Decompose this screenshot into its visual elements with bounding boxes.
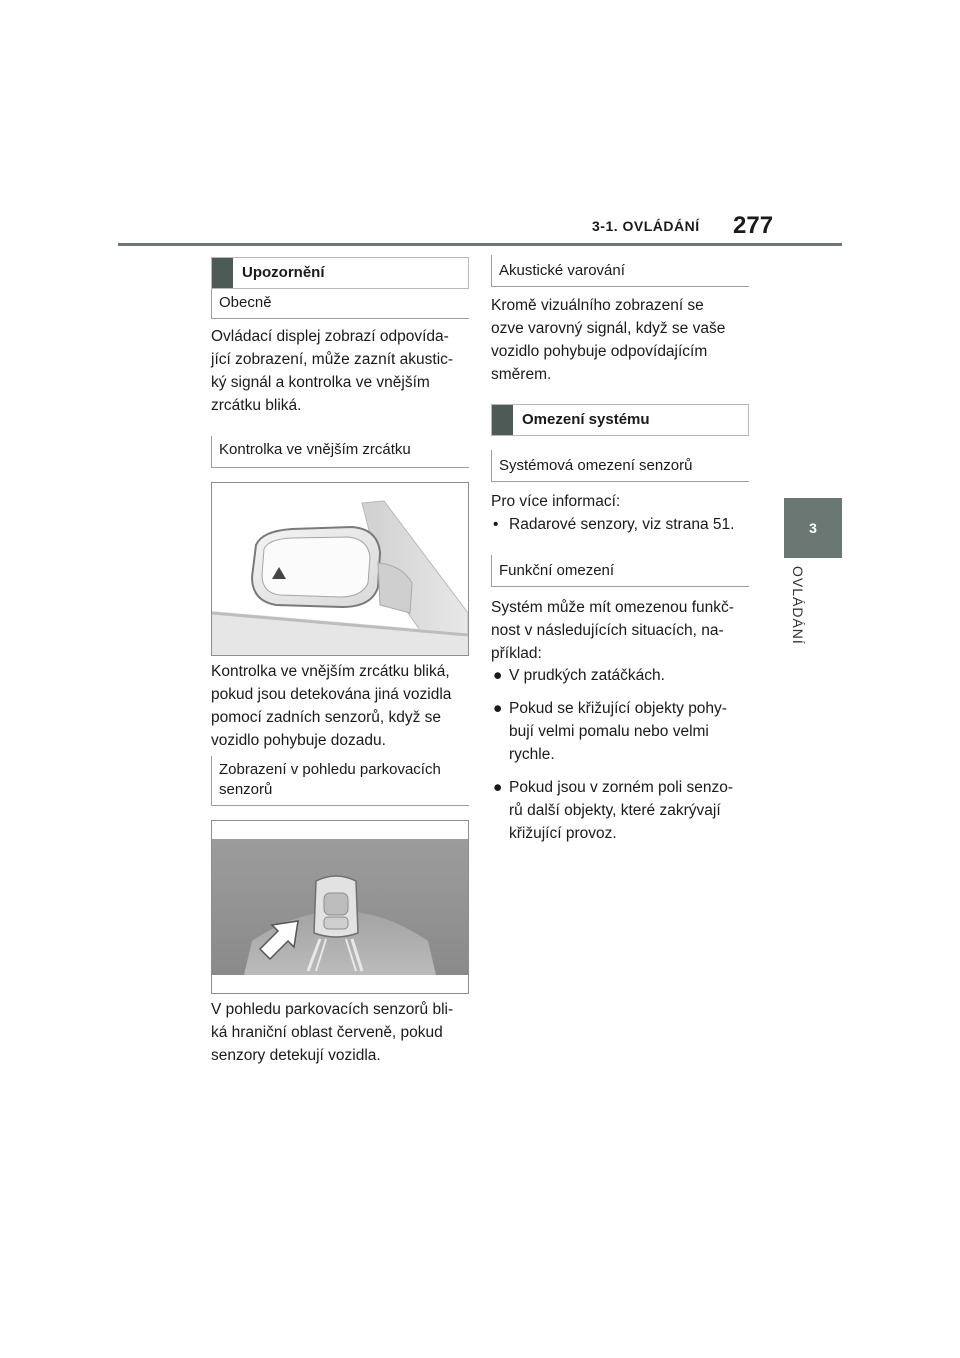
mirror-text xyxy=(211,660,473,752)
list-item xyxy=(491,697,753,766)
list-item xyxy=(491,776,753,845)
list-item xyxy=(491,664,753,687)
functional-text-line: Systém může mít omezenou funkč- xyxy=(491,599,734,616)
parking-heading xyxy=(211,756,469,806)
list-item-line: rychle. xyxy=(509,746,555,763)
list-item-line: Pokud jsou v zorném poli senzo- xyxy=(509,779,734,796)
chapter-tab xyxy=(784,498,842,558)
acoustic-text-line: Kromě vizuálního zobrazení se xyxy=(491,297,704,314)
bullet-dot: ● xyxy=(493,779,503,796)
header-rule xyxy=(118,243,842,246)
general-text-line: zrcátku bliká. xyxy=(211,397,302,414)
chapter-number: 3 xyxy=(809,520,817,536)
sensor-limits-heading: Systémová omezení senzorů xyxy=(491,450,749,482)
limitations-list xyxy=(491,664,753,845)
mirror-text-line: vozidlo pohybuje dozadu. xyxy=(211,732,386,749)
bullet-dot: ● xyxy=(493,700,503,717)
mirror-text-line: pokud jsou detekována jiná vozidla xyxy=(211,686,452,703)
more-info-bullet xyxy=(491,513,753,536)
mirror-drawing xyxy=(212,483,468,655)
general-text-line: jící zobrazení, může zaznít akustic- xyxy=(211,351,454,368)
more-info-text: Pro více informací: xyxy=(491,493,621,510)
mirror-illustration xyxy=(211,482,469,656)
chapter-label: OVLÁDÁNÍ xyxy=(790,566,806,645)
warning-box-bar xyxy=(212,258,233,288)
parking-heading-line: Zobrazení v pohledu parkovacích xyxy=(219,761,441,778)
acoustic-text xyxy=(491,294,753,386)
chapter-label-wrapper xyxy=(786,566,810,656)
bullet-dot: ● xyxy=(493,667,503,684)
mirror-heading: Kontrolka ve vnějším zrcátku xyxy=(211,436,469,468)
functional-text-line: nost v následujících situacích, na- xyxy=(491,622,724,639)
list-item-line: Pokud se křižující objekty pohy- xyxy=(509,700,727,717)
acoustic-heading: Akustické varování xyxy=(491,255,749,287)
general-text xyxy=(211,325,473,417)
parking-view-illustration xyxy=(211,820,469,994)
more-info-bullet-text: Radarové senzory, viz strana 51. xyxy=(509,516,735,533)
list-item-line: bují velmi pomalu nebo velmi xyxy=(509,723,709,740)
system-limits-title: Omezení systému xyxy=(522,411,650,428)
general-text-line: ký signál a kontrolka ve vnějším xyxy=(211,374,430,391)
functional-heading: Funkční omezení xyxy=(491,555,749,587)
acoustic-text-line: směrem. xyxy=(491,366,552,383)
parking-view-drawing xyxy=(212,821,468,993)
parking-text xyxy=(211,998,473,1067)
list-item-line: křižující provoz. xyxy=(509,825,617,842)
acoustic-text-line: ozve varovný signál, když se vaše xyxy=(491,320,726,337)
parking-heading-line: senzorů xyxy=(219,781,273,798)
parking-text-line: V pohledu parkovacích senzorů bli- xyxy=(211,1001,454,1018)
list-item-line: V prudkých zatáčkách. xyxy=(509,667,665,684)
general-text-line: Ovládací displej zobrazí odpovída- xyxy=(211,328,449,345)
list-item-line: rů další objekty, které zakrývají xyxy=(509,802,721,819)
bullet-dot: • xyxy=(493,516,499,533)
general-heading: Obecně xyxy=(211,289,469,319)
acoustic-text-line: vozidlo pohybuje odpovídajícím xyxy=(491,343,708,360)
more-info xyxy=(491,490,753,536)
mirror-text-line: Kontrolka ve vnějším zrcátku bliká, xyxy=(211,663,450,680)
parking-text-line: ká hraniční oblast červeně, pokud xyxy=(211,1024,443,1041)
mirror-text-line: pomocí zadních senzorů, když se xyxy=(211,709,442,726)
parking-text-line: senzory detekují vozidla. xyxy=(211,1047,381,1064)
warning-box-title: Upozornění xyxy=(242,264,325,281)
system-limits-bar xyxy=(492,405,513,435)
system-limits-box xyxy=(491,404,749,436)
functional-text xyxy=(491,596,753,665)
section-title: 3-1. OVLÁDÁNÍ xyxy=(592,218,700,234)
warning-box xyxy=(211,257,469,289)
page-number: 277 xyxy=(733,212,774,239)
functional-text-line: příklad: xyxy=(491,645,542,662)
